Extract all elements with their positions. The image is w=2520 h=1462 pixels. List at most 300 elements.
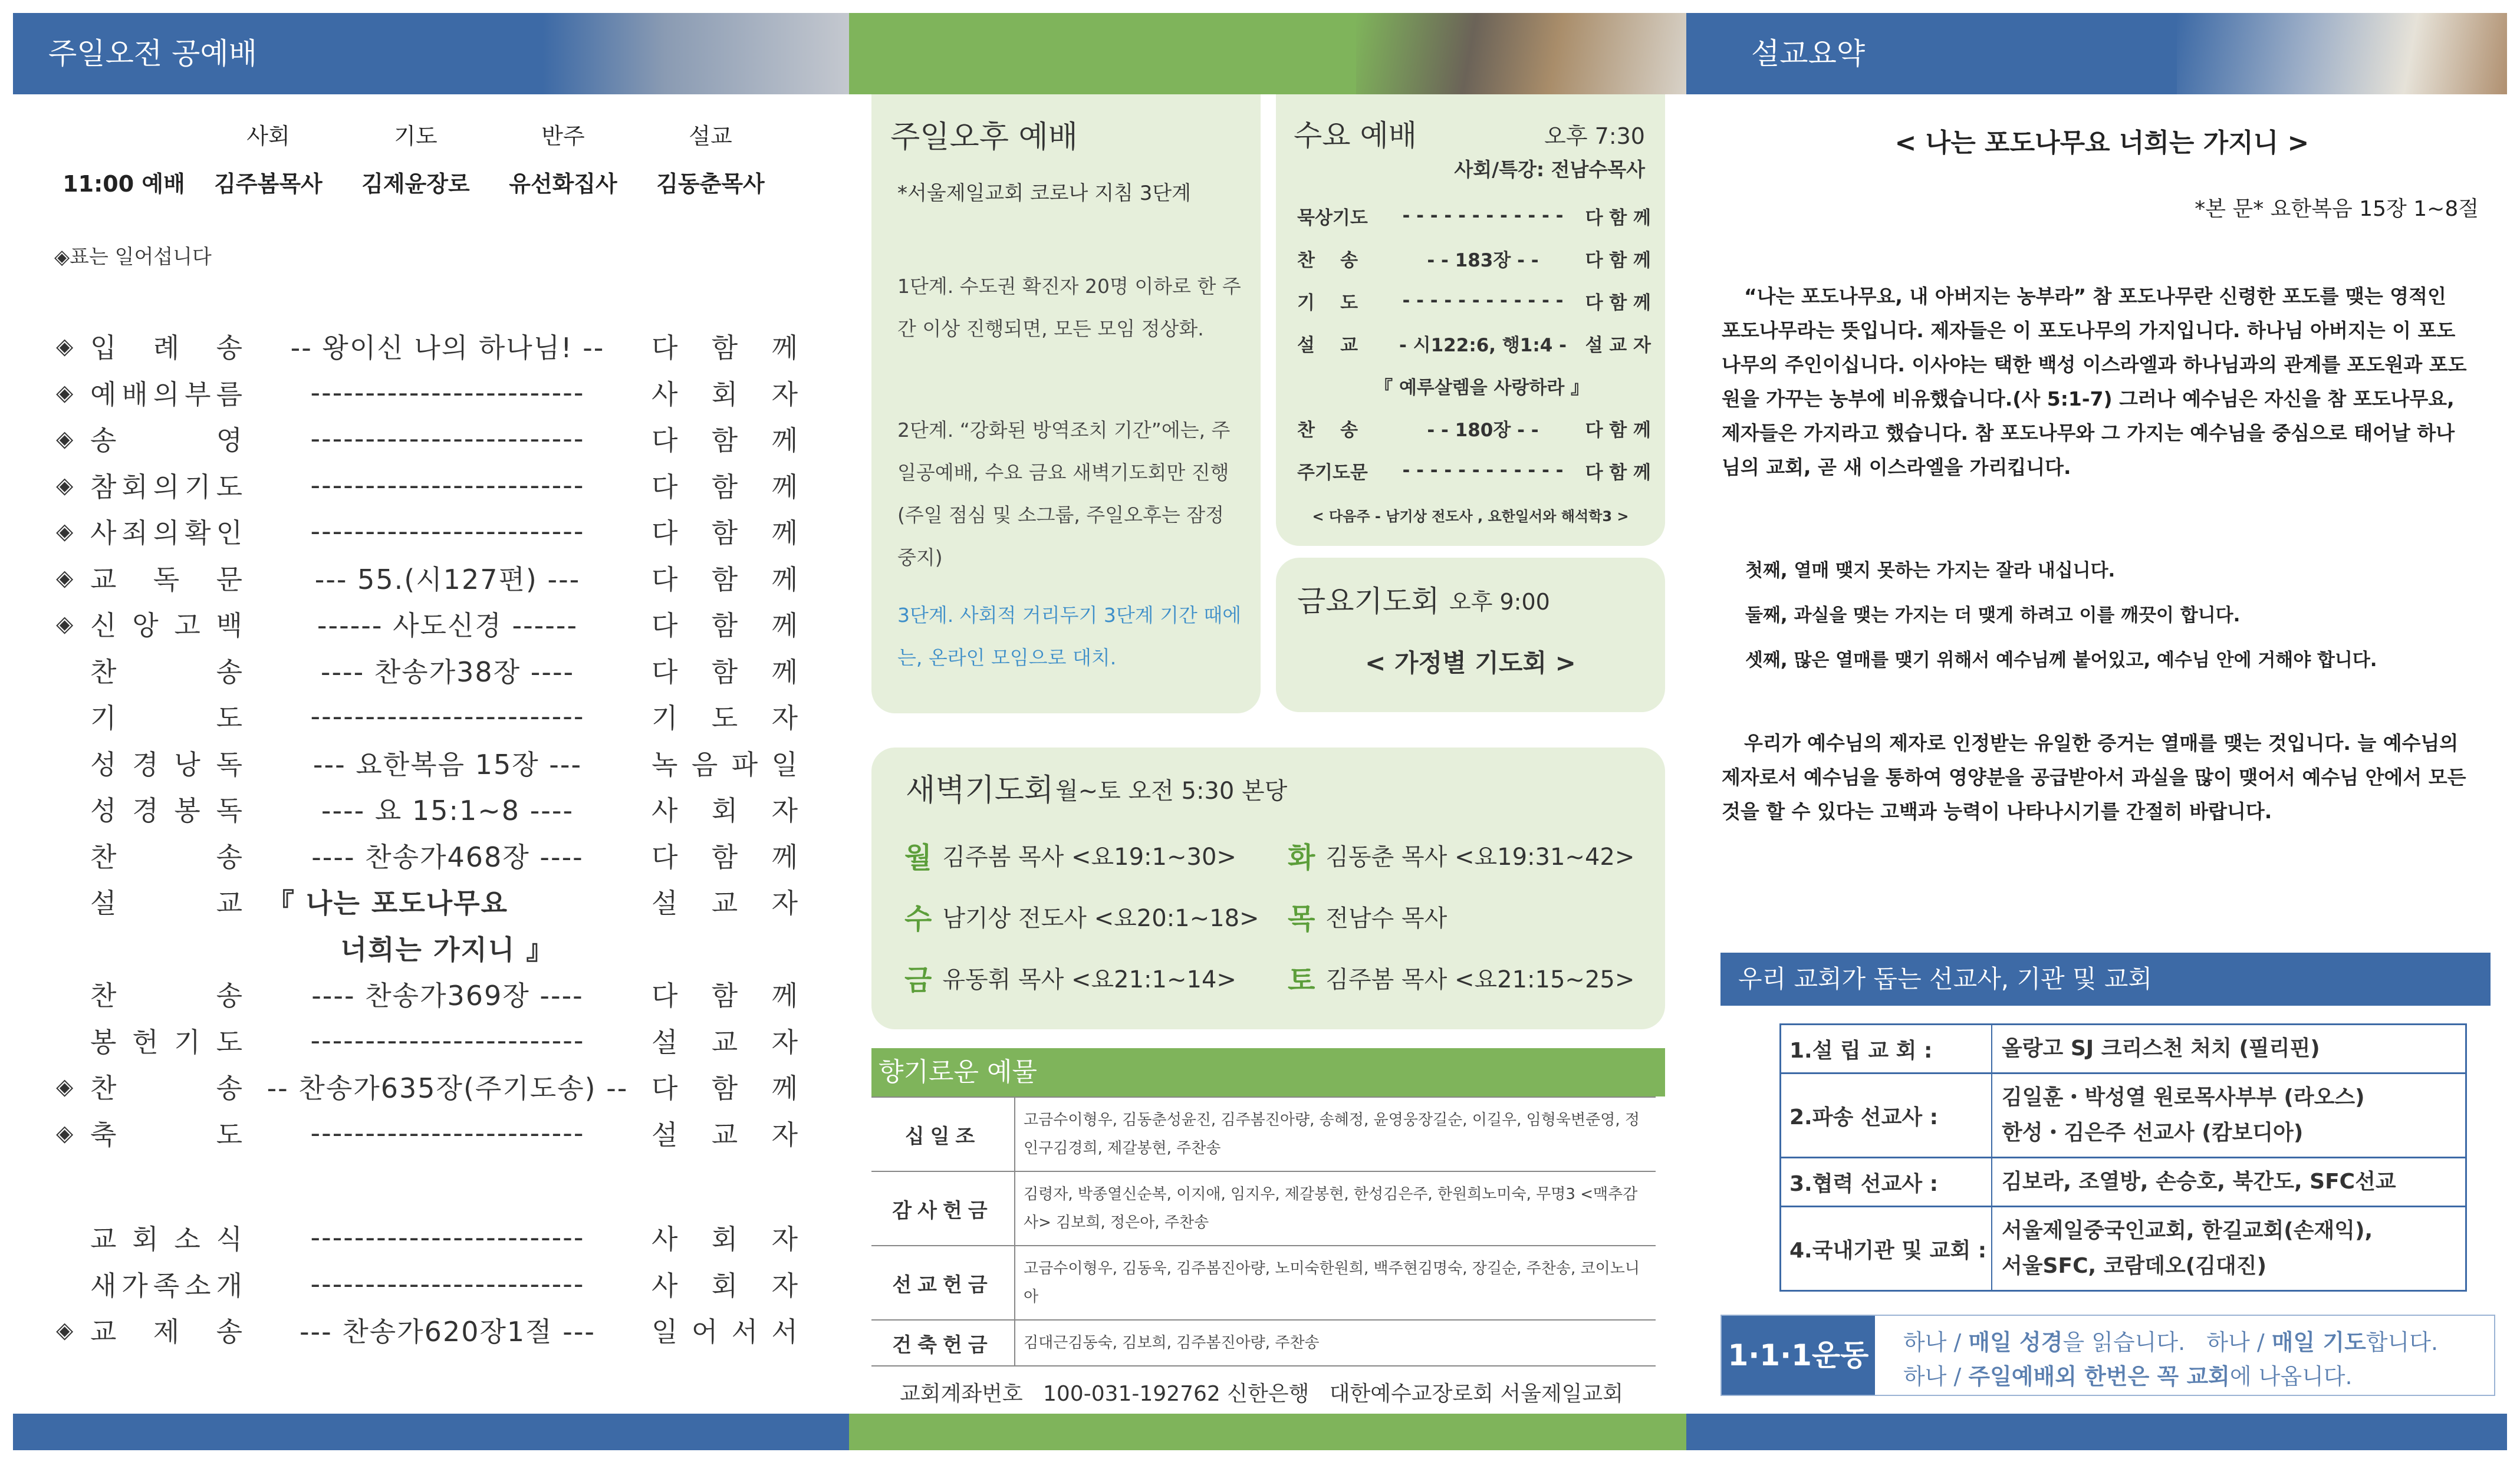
wednesday-item-name: 기 도 xyxy=(1297,292,1358,314)
wednesday-item-person: 다 함 께 xyxy=(1585,419,1651,441)
label-char: 성 xyxy=(90,748,118,781)
order-item-person xyxy=(652,1067,799,1106)
stand-marker: ◈ xyxy=(56,333,75,360)
label-char: 찬 xyxy=(90,1072,118,1105)
label-char: 자 xyxy=(771,1269,799,1302)
label-char: 께 xyxy=(771,517,799,549)
label-char: 일 xyxy=(771,748,799,781)
order-row xyxy=(56,1063,799,1110)
missions-name-line: 서울제일중국인교회, 한길교회(손재익), xyxy=(2002,1219,2373,1243)
label-char: 새 xyxy=(90,1269,118,1302)
missions-names xyxy=(1992,1025,2465,1072)
order-item-name xyxy=(90,604,244,643)
order-item-name xyxy=(90,697,244,736)
dawn-day: 목 xyxy=(1288,902,1315,936)
order-row xyxy=(56,601,799,647)
order-item-detail: ------------------------- xyxy=(310,1221,585,1254)
order-row xyxy=(56,462,799,509)
label-char: 도 xyxy=(216,1118,244,1151)
movement-line2-c: 에 나옵니다. xyxy=(2229,1364,2353,1389)
dawn-item xyxy=(904,957,1288,998)
order-item-person xyxy=(652,1218,799,1257)
left-panel-title: 주일오전 공예배 xyxy=(48,37,257,71)
order-row xyxy=(56,416,799,462)
missions-header-bar xyxy=(1720,953,2491,1006)
missions-names xyxy=(1992,1158,2465,1206)
stand-marker: ◈ xyxy=(56,1074,75,1100)
middle-footer-bar xyxy=(849,1414,1686,1450)
order-item-person xyxy=(652,743,799,782)
friday-time: 오후 9:00 xyxy=(1449,589,1550,615)
label-char: 참 xyxy=(90,470,118,503)
label-char: 도 xyxy=(216,470,244,503)
label-char: 함 xyxy=(711,841,739,873)
label-char: 다 xyxy=(652,470,679,503)
order-item-name xyxy=(90,512,244,551)
order-item-detail: ------ 사도신경 ------ xyxy=(317,610,578,642)
order-item-person xyxy=(652,1114,799,1153)
order-item-person xyxy=(652,1310,799,1349)
order-item-detail: 너희는 가지니 』 xyxy=(340,933,555,966)
label-char: 기 xyxy=(90,702,118,735)
order-item-person xyxy=(652,1265,799,1303)
movement-line1-e: 합니다. xyxy=(2366,1329,2439,1355)
label-char: 께 xyxy=(771,470,799,503)
roles-header-row xyxy=(53,118,796,150)
order-item-name xyxy=(90,789,244,828)
label-char: 다 xyxy=(652,1072,679,1105)
right-footer-bar xyxy=(1686,1414,2507,1450)
order-item-detail: ---- 찬송가369장 ---- xyxy=(311,980,584,1012)
order-item-detail: 『 나는 포도나무요 xyxy=(267,887,509,920)
order-row xyxy=(56,971,799,1018)
label-char: 사 xyxy=(90,517,118,549)
label-char: 다 xyxy=(652,656,679,688)
left-footer-bar xyxy=(13,1414,849,1450)
label-char: 께 xyxy=(771,656,799,688)
order-item-detail: ------------------------- xyxy=(310,1117,585,1149)
offering-row xyxy=(871,1321,1656,1366)
label-char: 경 xyxy=(132,748,160,781)
order-item-person xyxy=(652,836,799,875)
label-char: 의 xyxy=(153,517,181,549)
label-char: 도 xyxy=(711,702,739,735)
right-header-bar xyxy=(1686,13,2507,94)
label-char: 사 xyxy=(652,1269,679,1302)
wednesday-row xyxy=(1297,279,1651,322)
label-char: 송 xyxy=(216,332,244,364)
order-item-person xyxy=(652,651,799,690)
afternoon-service-box xyxy=(871,94,1261,713)
label-char: 교 xyxy=(711,887,739,920)
label-char: 설 xyxy=(652,1026,679,1058)
label-char: 송 xyxy=(216,841,244,873)
movement-label: 1·1·1운동 xyxy=(1722,1316,1875,1395)
order-item-detail: ------------------------- xyxy=(310,1024,585,1056)
wednesday-item-detail: - - 183장 - - xyxy=(1427,249,1539,271)
movement-line-2 xyxy=(1903,1358,2353,1391)
order-item-detail: --- 55.(시127편) --- xyxy=(314,563,581,595)
order-item-detail: ------------------------- xyxy=(310,700,585,733)
label-char: 설 xyxy=(652,1118,679,1151)
role-name-sermon: 김동춘목사 xyxy=(656,171,765,197)
missions-name-line: 올랑고 SJ 크리스천 처치 (필리핀) xyxy=(2002,1036,2320,1061)
order-item-detail: ------------------------- xyxy=(310,469,585,501)
order-row xyxy=(56,1214,799,1261)
label-char: 소 xyxy=(174,1223,202,1256)
order-item-name xyxy=(90,743,244,782)
order-item-person xyxy=(652,789,799,828)
label-char: 식 xyxy=(216,1223,244,1256)
step2-text: “강화된 방역조치 기간”에는, 주일공예배, 수요 금요 새벽기도회만 진행 (주일 점심 및 소그룹, 주일오후는 잠정 중지) xyxy=(897,419,1231,569)
label-char: 송 xyxy=(216,1316,244,1348)
label-char: 송 xyxy=(216,656,244,688)
missions-name-line: 한성・김은주 선교사 (캄보디아) xyxy=(2002,1121,2304,1145)
label-char: 소 xyxy=(185,1269,212,1302)
wednesday-order xyxy=(1297,195,1651,492)
sermon-point-2: 둘째, 과실을 맺는 가지는 더 맺게 하려고 이를 깨끗이 합니다. xyxy=(1745,605,2241,626)
movement-line1-a: 하나 / xyxy=(1903,1329,1969,1355)
wednesday-row xyxy=(1297,237,1651,279)
wednesday-service-box xyxy=(1276,94,1665,546)
roles-name-row xyxy=(53,166,796,198)
order-item-person xyxy=(652,419,799,458)
dawn-day: 월 xyxy=(904,841,932,874)
label-char: 함 xyxy=(711,563,739,595)
missions-table xyxy=(1779,1023,2467,1292)
label-char: 앙 xyxy=(132,610,160,642)
step2-label: 2단계. xyxy=(897,419,954,442)
stand-marker: ◈ xyxy=(56,564,75,591)
label-char: 설 xyxy=(90,887,118,920)
label-char: 께 xyxy=(771,980,799,1012)
label-char: 문 xyxy=(216,563,244,595)
stand-marker: ◈ xyxy=(56,518,75,545)
dawn-day: 수 xyxy=(904,902,932,936)
label-char: 찬 xyxy=(90,841,118,873)
label-char: 함 xyxy=(711,517,739,549)
label-char: 함 xyxy=(711,980,739,1012)
order-item-person xyxy=(652,974,799,1013)
offering-row xyxy=(871,1172,1656,1246)
label-char: 회 xyxy=(711,378,739,410)
order-item-name xyxy=(90,327,244,366)
order-row xyxy=(56,740,799,786)
label-char: 배 xyxy=(121,378,149,410)
movement-line-1 xyxy=(1903,1324,2438,1356)
stand-marker: ◈ xyxy=(56,611,75,637)
order-item-detail: --- 요한복음 15장 --- xyxy=(312,748,583,781)
missions-category: 3.협력 선교사 : xyxy=(1781,1158,1992,1206)
wednesday-item-detail: - - 180장 - - xyxy=(1427,419,1539,441)
order-item-name xyxy=(90,558,244,597)
order-item-name xyxy=(90,1021,244,1060)
label-char: 사 xyxy=(652,1223,679,1256)
order-item-name xyxy=(90,836,244,875)
dawn-item xyxy=(1288,896,1647,937)
label-char: 독 xyxy=(153,563,181,595)
label-char: 기 xyxy=(185,470,212,503)
label-char: 제 xyxy=(153,1316,181,1348)
label-char: 부 xyxy=(185,378,212,410)
label-char: 자 xyxy=(771,1223,799,1256)
label-char: 도 xyxy=(216,1026,244,1058)
label-char: 서 xyxy=(731,1316,759,1348)
movement-prayer: 매일 기도 xyxy=(2271,1329,2366,1355)
wednesday-row xyxy=(1297,449,1651,492)
label-char: 께 xyxy=(771,424,799,457)
missions-row xyxy=(1781,1158,2465,1207)
order-row xyxy=(56,555,799,601)
stand-marker: ◈ xyxy=(56,379,75,406)
middle-header-bar xyxy=(849,13,1686,94)
label-char: 의 xyxy=(153,470,181,503)
order-of-worship xyxy=(56,323,799,1156)
dawn-line xyxy=(904,885,1647,947)
movement-line2-a: 하나 / xyxy=(1903,1364,1969,1389)
order-row xyxy=(56,370,799,416)
sermon-text-ref: *본 문* 요한복음 15장 1~8절 xyxy=(2195,197,2479,221)
label-char: 경 xyxy=(132,795,160,827)
dawn-day: 금 xyxy=(904,963,932,997)
order-item-name xyxy=(90,1067,244,1106)
order-item-name xyxy=(90,1310,244,1349)
order-item-person xyxy=(652,1021,799,1060)
order-item-detail: -- 왕이신 나의 하나님! -- xyxy=(290,332,605,364)
missions-name-line: 김보라, 조열방, 손승호, 북간도, SFC선교 xyxy=(2002,1170,2396,1194)
label-char: 자 xyxy=(771,702,799,735)
covid-note: *서울제일교회 코로나 지침 3단계 xyxy=(897,182,1192,205)
label-char: 례 xyxy=(153,332,181,364)
dawn-preacher: 유동휘 목사 <요21:1~14> xyxy=(942,966,1236,993)
label-char: 예 xyxy=(90,378,118,410)
label-char: 독 xyxy=(216,748,244,781)
wednesday-item-person: 다 함 께 xyxy=(1585,249,1651,271)
label-char: 사 xyxy=(652,795,679,827)
sermon-point-1: 첫째, 열매 맺지 못하는 가지는 잘라 내십니다. xyxy=(1745,560,2116,581)
afternoon-title: 주일오후 예배 xyxy=(890,120,1078,155)
label-char: 께 xyxy=(771,841,799,873)
order-row xyxy=(56,925,799,972)
wednesday-row xyxy=(1297,322,1651,364)
label-char: 사 xyxy=(652,378,679,410)
label-char: 입 xyxy=(90,332,118,364)
wednesday-time: 오후 7:30 xyxy=(1544,123,1645,149)
wednesday-row xyxy=(1297,195,1651,237)
missions-names xyxy=(1992,1207,2465,1290)
wednesday-item-person: 다 함 께 xyxy=(1585,207,1651,229)
offering-names: 김대근김동숙, 김보희, 김주봄진아량, 주찬송 xyxy=(1024,1334,1320,1352)
order-item-person xyxy=(652,373,799,412)
dawn-title: 새벽기도회 xyxy=(906,773,1054,808)
dawn-preacher: 김주봄 목사 <요21:15~25> xyxy=(1325,966,1635,993)
label-char: 신 xyxy=(90,610,118,642)
order-row xyxy=(56,786,799,832)
order-item-person xyxy=(652,512,799,551)
dawn-time: 월~토 오전 5:30 본당 xyxy=(1055,778,1288,805)
missions-name-line: 김일훈・박성열 원로목사부부 (라오스) xyxy=(2002,1085,2365,1109)
label-char: 송 xyxy=(216,1072,244,1105)
label-char: 함 xyxy=(711,470,739,503)
order-row xyxy=(56,323,799,370)
label-char: 교 xyxy=(90,1223,118,1256)
step3-label: 3단계. xyxy=(897,604,954,627)
label-char: 백 xyxy=(216,610,244,642)
order-item-name xyxy=(90,974,244,1013)
label-char: 회 xyxy=(132,1223,160,1256)
label-char: 축 xyxy=(90,1118,118,1151)
dawn-day: 화 xyxy=(1288,841,1315,874)
order-row xyxy=(56,1018,799,1064)
label-char: 확 xyxy=(185,517,212,549)
label-char: 교 xyxy=(711,1026,739,1058)
dawn-item xyxy=(1288,957,1647,998)
label-char: 개 xyxy=(216,1269,244,1302)
offering-title: 향기로운 예물 xyxy=(879,1057,1038,1087)
church-account: 교회계좌번호 100-031-192762 신한은행 대한예수교장로회 서울제일교회 xyxy=(900,1382,1624,1406)
missions-category: 4.국내기관 및 교회 : xyxy=(1781,1207,1992,1290)
sermon-heading: < 나는 포도나무요 너희는 가지니 > xyxy=(1894,128,2310,158)
missions-category: 2.파송 선교사 : xyxy=(1781,1074,1992,1157)
order-after-worship xyxy=(56,1214,799,1354)
order-item-detail: ---- 찬송가468장 ---- xyxy=(311,841,584,873)
label-char: 교 xyxy=(216,887,244,920)
label-char: 교 xyxy=(90,1316,118,1348)
label-char: 자 xyxy=(771,1026,799,1058)
order-row xyxy=(56,878,799,925)
label-char: 름 xyxy=(216,378,244,410)
dawn-preacher: 전남수 목사 xyxy=(1325,904,1447,932)
step1-label: 1단계. xyxy=(897,275,954,298)
step3 xyxy=(897,594,1245,679)
stand-marker: ◈ xyxy=(56,426,75,452)
label-char: 죄 xyxy=(121,517,149,549)
header-photo-cross xyxy=(1356,13,1686,94)
wednesday-item-detail: - - - - - - - - - - - - xyxy=(1402,290,1564,311)
movement-box xyxy=(1720,1315,2495,1396)
missions-names xyxy=(1992,1074,2465,1157)
label-char: 봉 xyxy=(90,1026,118,1058)
label-char: 께 xyxy=(771,563,799,595)
label-char: 어 xyxy=(691,1316,719,1348)
offering-row xyxy=(871,1098,1656,1172)
label-char: 교 xyxy=(711,1118,739,1151)
label-char: 다 xyxy=(652,980,679,1012)
order-row xyxy=(56,832,799,879)
label-char: 다 xyxy=(652,332,679,364)
stand-note: ◈표는 일어섭니다 xyxy=(54,245,212,269)
offering-type: 십일조 xyxy=(871,1098,1015,1171)
label-char: 일 xyxy=(652,1316,679,1348)
wednesday-row xyxy=(1297,364,1651,407)
order-item-name xyxy=(90,1114,244,1153)
wednesday-item-name: 설 교 xyxy=(1297,334,1358,356)
dawn-item xyxy=(1288,835,1647,875)
offering-type: 건축헌금 xyxy=(871,1321,1015,1365)
label-char: 함 xyxy=(711,424,739,457)
wednesday-leader: 사회/특강: 전남수목사 xyxy=(1454,158,1645,181)
label-char: 다 xyxy=(652,610,679,642)
dawn-preacher: 김주봄 목사 <요19:1~30> xyxy=(942,843,1236,871)
friday-subtitle: < 가정별 기도회 > xyxy=(1365,648,1576,677)
label-char: 가 xyxy=(121,1269,149,1302)
dawn-item xyxy=(904,835,1288,875)
wednesday-item-detail: - - - - - - - - - - - - xyxy=(1402,460,1564,481)
order-item-detail: ------------------------- xyxy=(310,1267,585,1300)
role-header-sermon: 설교 xyxy=(689,123,732,149)
movement-line1-c: 을 읽습니다. 하나 / xyxy=(2062,1329,2272,1355)
wednesday-item-name: 찬 송 xyxy=(1297,419,1358,441)
label-char: 송 xyxy=(216,980,244,1012)
dawn-line xyxy=(904,947,1647,1008)
label-char: 녹 xyxy=(652,748,679,781)
label-char: 낭 xyxy=(174,748,202,781)
wednesday-item-name: 찬 송 xyxy=(1297,249,1358,271)
label-char: 찬 xyxy=(90,656,118,688)
stand-marker: ◈ xyxy=(56,1119,75,1146)
wednesday-footnote: < 다음주 - 남기상 전도사 , 요한일서와 해석학3 > xyxy=(1312,508,1629,525)
role-header-leader: 사회 xyxy=(246,123,290,149)
label-char: 함 xyxy=(711,656,739,688)
offering-type: 선교헌금 xyxy=(871,1246,1015,1319)
dawn-line xyxy=(904,824,1647,885)
label-char: 찬 xyxy=(90,980,118,1012)
offering-header-bar xyxy=(871,1048,1665,1096)
offering-type: 감사헌금 xyxy=(871,1172,1015,1245)
label-char: 성 xyxy=(90,795,118,827)
order-item-person xyxy=(652,466,799,505)
sermon-paragraph-1: “나는 포도나무요, 내 아버지는 농부라” 참 포도나무란 신령한 포도를 맺는 영적인 포도나무라는 뜻입니다. 제자들은 이 포도나무의 가지입니다. 하나님 아버지는 이 포도나무의 주인이십니다. 이사야는 택한 백성 이스라엘과 하나님과의 관계를 포도원과 포도원을 가꾸는 농부에 비유했습니다.(사 5:1-7) 그러나 예수님은 자신을 참 포도나무요, 제자들은 가지라고 했습니다. 참 포도나무와 그 가지는 예수님을 중심으로 태어날 하나님의 교회, 곧 새 이스라엘을 가리킵니다. xyxy=(1722,285,2467,479)
wednesday-item-person: 다 함 께 xyxy=(1585,292,1651,314)
order-item-detail: ------------------------- xyxy=(310,515,585,548)
label-char: 자 xyxy=(771,378,799,410)
label-char: 께 xyxy=(771,332,799,364)
order-item-detail: --- 찬송가620장1절 --- xyxy=(299,1316,596,1348)
sermon-panel-title: 설교요약 xyxy=(1751,37,1866,71)
label-char: 교 xyxy=(90,563,118,595)
stand-marker: ◈ xyxy=(56,472,75,498)
order-item-name xyxy=(90,1218,244,1257)
label-char: 송 xyxy=(90,424,118,457)
label-char: 회 xyxy=(711,795,739,827)
label-char: 회 xyxy=(121,470,149,503)
wednesday-item-detail: - 시122:6, 행1:4 - xyxy=(1399,334,1567,356)
order-row xyxy=(56,1307,799,1354)
label-char: 음 xyxy=(691,748,719,781)
movement-church: 주일예배외 한번은 꼭 교회 xyxy=(1968,1364,2230,1389)
order-item-name xyxy=(90,882,244,921)
offering-names: 고금수이형우, 김동춘성윤진, 김주봄진아량, 송혜정, 윤영웅장길순, 이길우, 임형욱변준영, 정인구김경희, 제갈봉현, 주찬송 xyxy=(1024,1111,1640,1157)
order-row xyxy=(56,1261,799,1308)
order-item-detail: ---- 요 15:1~8 ---- xyxy=(321,795,574,827)
left-header-bar xyxy=(13,13,849,94)
label-char: 봉 xyxy=(174,795,202,827)
missions-title: 우리 교회가 돕는 선교사, 기관 및 교회 xyxy=(1738,964,2153,993)
order-item-name xyxy=(90,373,244,412)
step3-text: 사회적 거리두기 3단계 기간 때에는, 온라인 모임으로 대치. xyxy=(897,604,1242,669)
dawn-day: 토 xyxy=(1288,963,1315,997)
friday-prayer-box xyxy=(1276,558,1665,712)
order-item-detail: -- 찬송가635장(주기도송) -- xyxy=(267,1072,629,1105)
order-item-detail: ---- 찬송가38장 ---- xyxy=(320,656,575,688)
offering-table xyxy=(871,1096,1656,1366)
movement-bible: 매일 성경 xyxy=(1968,1329,2063,1355)
sermon-point-3: 셋째, 많은 열매를 맺기 위해서 예수님께 붙어있고, 예수님 안에 거해야 합니다. xyxy=(1745,650,2377,671)
label-char: 서 xyxy=(771,1316,799,1348)
order-item-person xyxy=(652,558,799,597)
dawn-item xyxy=(904,896,1288,937)
role-name-leader: 김주봄목사 xyxy=(214,171,323,197)
